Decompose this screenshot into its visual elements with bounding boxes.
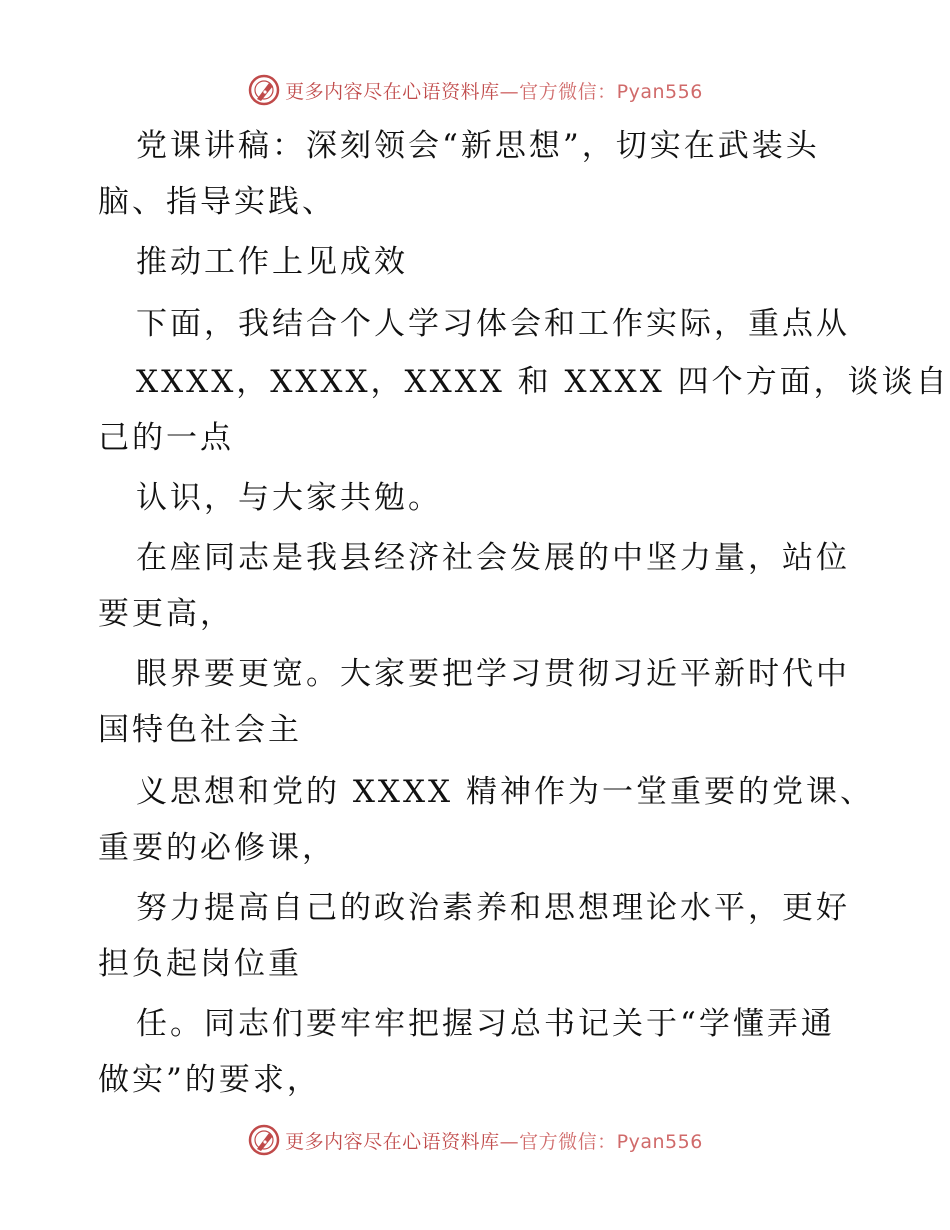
text-line-4: 下面，我结合个人学习体会和工作实际，重点从 xyxy=(136,306,850,342)
pen-nib-seal-icon xyxy=(247,73,281,107)
header-watermark xyxy=(0,70,950,110)
footer-watermark xyxy=(0,1120,950,1160)
text-line-5: XXXX，XXXX，XXXX 和 XXXX 四个方面，谈谈自 xyxy=(136,364,950,400)
text-line-12: 义思想和党的 XXXX 精神作为一堂重要的党课、 xyxy=(136,774,874,810)
watermark-brand-text: 更多内容尽在心语资料库 xyxy=(285,80,500,103)
text-line-17: 做实”的要求， xyxy=(98,1062,321,1098)
text-line-8: 在座同志是我县经济社会发展的中坚力量，站位 xyxy=(136,540,850,576)
text-line-2: 脑、指导实践、 xyxy=(98,184,336,220)
text-line-7: 认识，与大家共勉。 xyxy=(136,480,442,516)
watermark-separator: — xyxy=(499,80,520,103)
text-line-1: 党课讲稿：深刻领会“新思想”，切实在武装头 xyxy=(136,128,820,164)
watermark-separator: — xyxy=(499,1130,520,1153)
watermark-contact-text: 官方微信：Pyan556 xyxy=(519,1130,703,1153)
text-line-14: 努力提高自己的政治素养和思想理论水平，更好 xyxy=(136,890,850,926)
text-line-3: 推动工作上见成效 xyxy=(136,244,408,280)
text-line-6: 己的一点 xyxy=(98,420,234,456)
watermark-brand-text: 更多内容尽在心语资料库 xyxy=(285,1130,500,1153)
text-line-10: 眼界要更宽。大家要把学习贯彻习近平新时代中 xyxy=(136,656,850,692)
watermark-contact-text: 官方微信：Pyan556 xyxy=(519,80,703,103)
text-line-16: 任。同志们要牢牢把握习总书记关于“学懂弄通 xyxy=(136,1006,835,1042)
pen-nib-seal-icon xyxy=(247,1123,281,1157)
text-line-15: 担负起岗位重 xyxy=(98,946,302,982)
text-line-13: 重要的必修课， xyxy=(98,830,336,866)
text-line-9: 要更高， xyxy=(98,596,234,632)
text-line-11: 国特色社会主 xyxy=(98,712,302,748)
